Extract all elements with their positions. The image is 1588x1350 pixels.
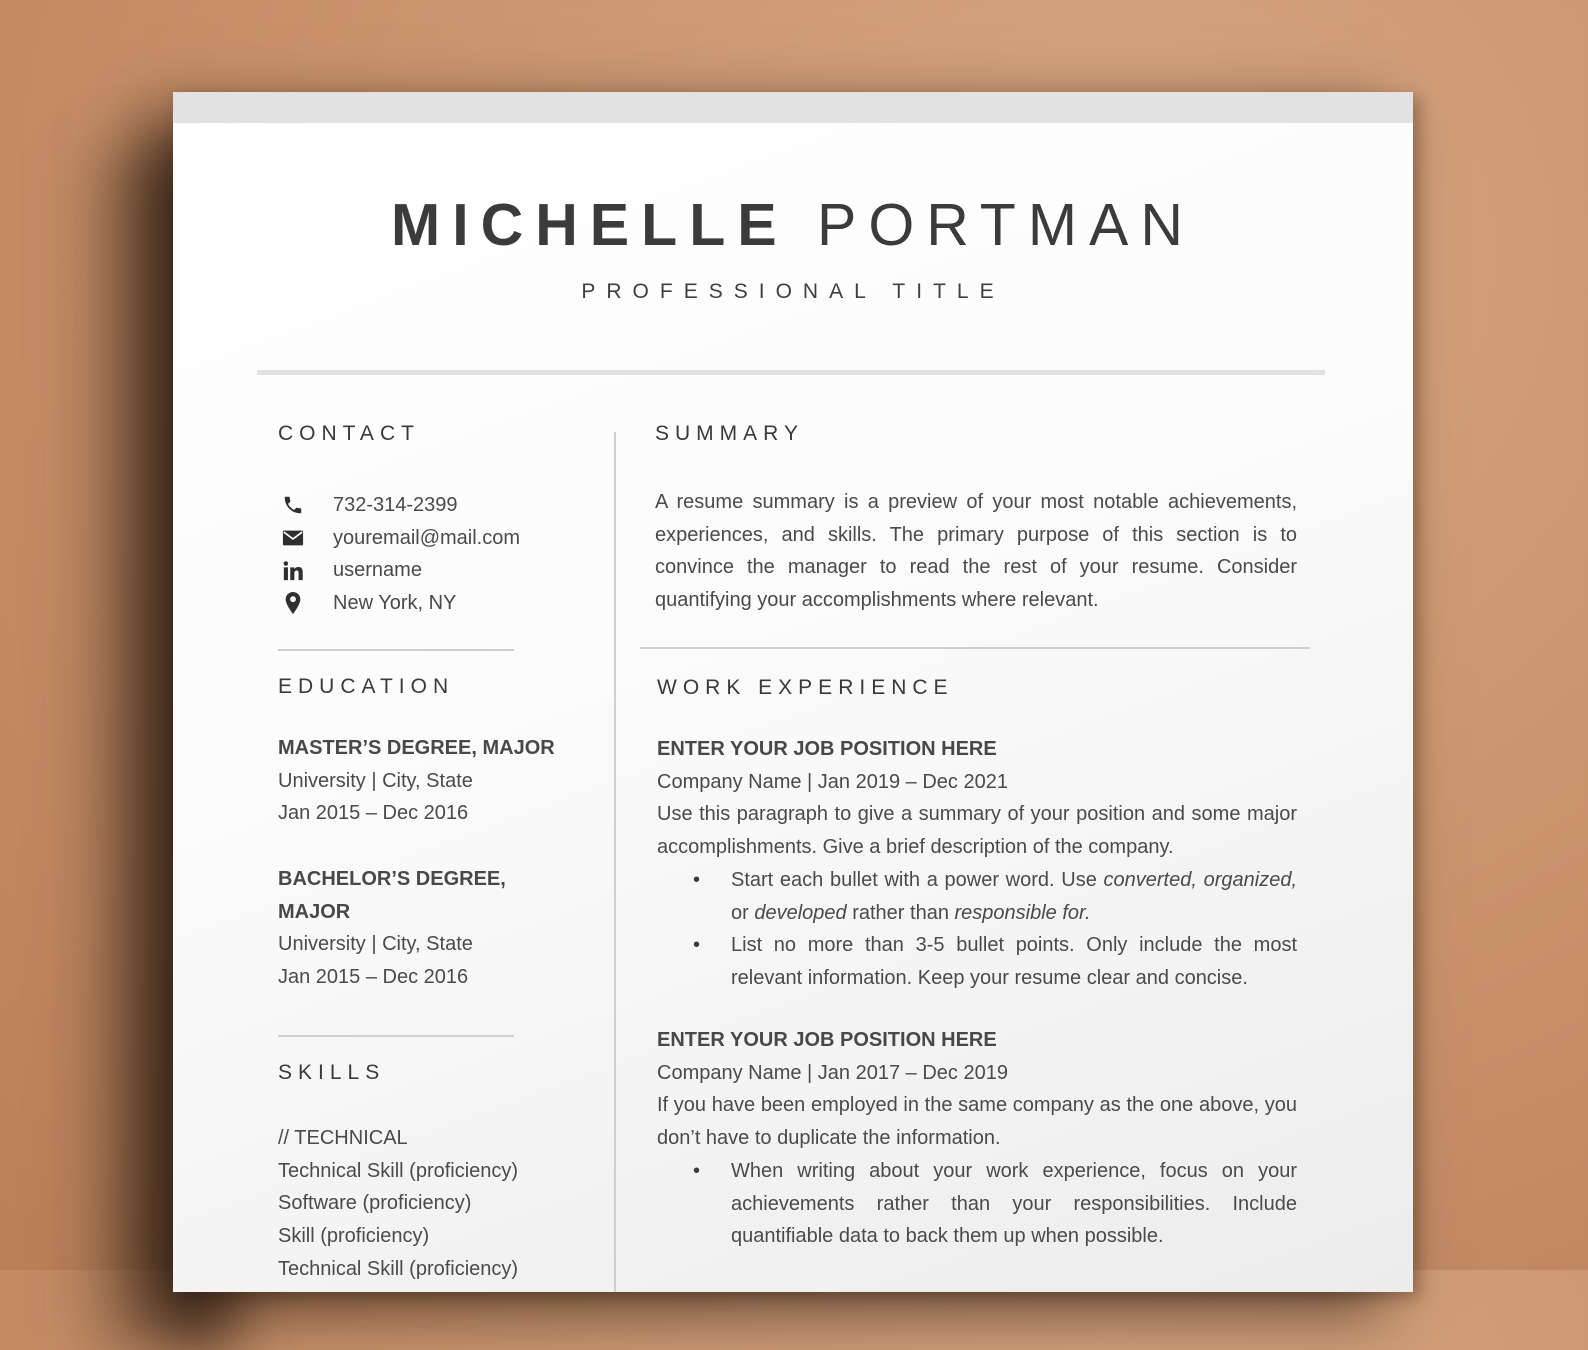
job-bullets: [657, 1155, 1297, 1253]
job-company: Company Name | Jan 2017 – Dec 2019: [657, 1061, 1008, 1084]
job-title: ENTER YOUR JOB POSITION HERE: [657, 738, 997, 760]
job-entry: [657, 733, 1297, 995]
contact-item-location: [278, 587, 520, 620]
summary-text: A resume summary is a preview of your most notable achievements, experiences, and skills. The primary purpose of this section is to convince the manager to read the rest of your resume. Consider quantifying your accomplishments where relevant.: [655, 491, 1297, 612]
job-entry: [657, 1024, 1297, 1253]
skills-heading: SKILLS: [278, 1061, 386, 1084]
skill-item: Software (proficiency): [278, 1192, 472, 1215]
linkedin-icon: [278, 559, 307, 583]
bullet-text: rather than: [846, 901, 955, 924]
resume-page: [173, 92, 1413, 1292]
header-divider: [257, 370, 1325, 375]
bullet-text: Start each bullet with a power word. Use: [731, 868, 1104, 891]
phone-text: 732-314-2399: [333, 493, 458, 516]
skill-item: Technical Skill (proficiency): [278, 1159, 519, 1182]
email-text: youremail@mail.com: [333, 526, 521, 549]
top-band: [173, 92, 1413, 123]
contact-item-email: [278, 522, 520, 555]
email-icon: [278, 526, 307, 550]
job-company: Company Name | Jan 2019 – Dec 2021: [657, 770, 1008, 793]
resume-name: [173, 192, 1413, 258]
school-location: University | City, State: [278, 769, 473, 792]
job-bullet: • List no more than 3-5 bullet points. Only include the most relevant information. Keep your resume clear and concise.: [731, 929, 1297, 994]
location-text: New York, NY: [333, 591, 457, 614]
linkedin-text: username: [333, 559, 422, 582]
degree-title: MASTER’S DEGREE, MAJOR: [278, 737, 555, 759]
skill-item: // TECHNICAL: [278, 1127, 408, 1149]
contact-item-phone: [278, 489, 520, 522]
school-location: University | City, State: [278, 933, 473, 956]
job-bullets: [657, 864, 1297, 995]
bullet-emphasis: responsible for.: [954, 901, 1091, 924]
contact-list: [278, 489, 520, 620]
column-divider: [614, 432, 616, 1292]
bullet-emphasis: converted, organized,: [1103, 868, 1298, 891]
contact-divider: [278, 649, 514, 651]
education-dates: Jan 2015 – Dec 2016: [278, 802, 469, 825]
education-dates: Jan 2015 – Dec 2016: [278, 966, 469, 989]
education-entry: [278, 732, 598, 830]
job-description: Use this paragraph to give a summary of your position and some major accomplishments. Give a brief description of the company.: [657, 803, 1297, 859]
last-name: PORTMAN: [817, 192, 1195, 258]
bullet-emphasis: developed: [754, 901, 847, 924]
skill-item: Skill (proficiency): [278, 1225, 430, 1248]
job-bullet: [731, 864, 1297, 929]
contact-heading: CONTACT: [278, 422, 420, 445]
work-experience-heading: WORK EXPERIENCE: [657, 676, 954, 699]
job-title: ENTER YOUR JOB POSITION HERE: [657, 1029, 997, 1051]
skill-item: Technical Skill (proficiency): [278, 1257, 519, 1280]
degree-title: BACHELOR’S DEGREE, MAJOR: [278, 868, 506, 923]
location-pin-icon: [278, 591, 307, 615]
professional-title: PROFESSIONAL TITLE: [581, 280, 1005, 303]
education-divider: [278, 1035, 514, 1037]
phone-icon: [278, 493, 307, 517]
summary-divider: [640, 647, 1310, 649]
job-description: If you have been employed in the same company as the one above, you don’t have to duplicate the information.: [657, 1094, 1297, 1150]
bullet-text: or: [731, 901, 755, 924]
skills-list: [278, 1122, 598, 1286]
job-bullet: • When writing about your work experience, focus on your achievements rather than your responsibilities. Include quantifiable data to back them up when possible.: [731, 1155, 1297, 1253]
summary-section: [655, 486, 1297, 617]
first-name: MICHELLE: [391, 192, 789, 258]
summary-heading: SUMMARY: [655, 422, 804, 445]
education-heading: EDUCATION: [278, 675, 455, 698]
education-entry: [278, 863, 538, 994]
contact-item-linkedin: [278, 554, 520, 587]
